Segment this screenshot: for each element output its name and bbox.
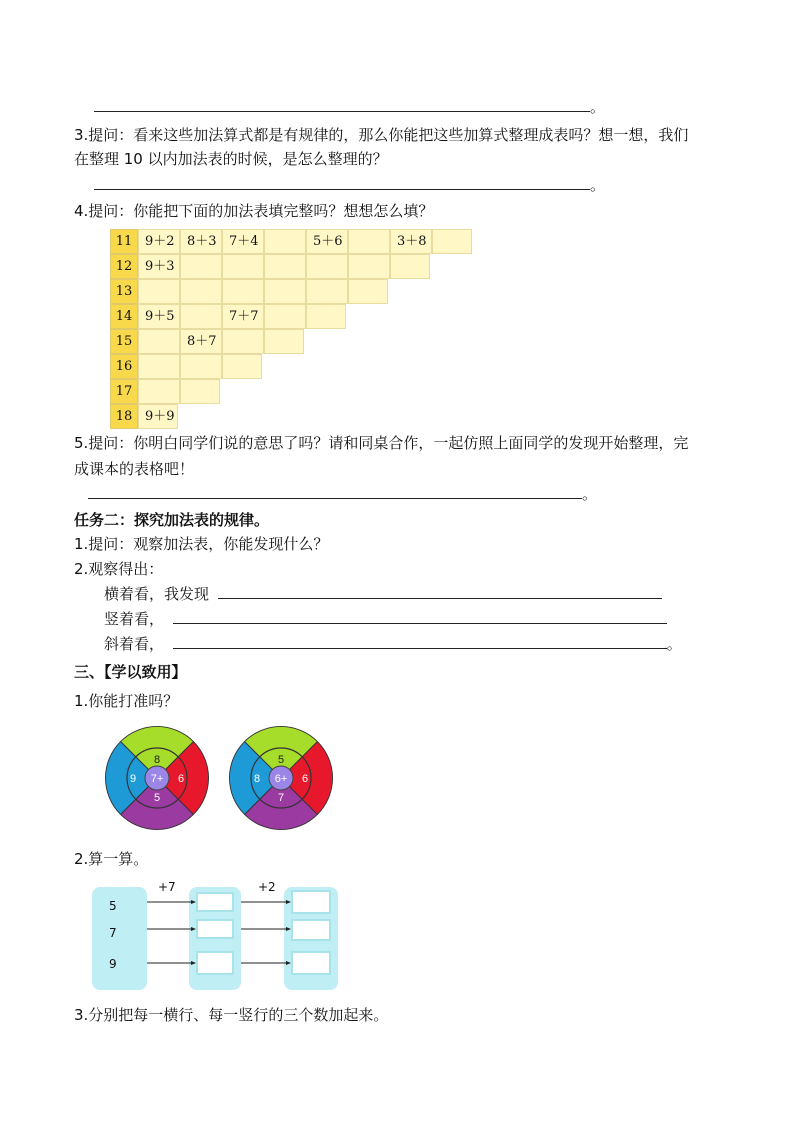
- target-left-number: 8: [253, 773, 261, 785]
- table-cell[interactable]: 8＋3: [180, 229, 222, 254]
- observe-vertical-blank[interactable]: [173, 622, 667, 624]
- table-cell[interactable]: [222, 329, 264, 354]
- table-cell[interactable]: [180, 254, 222, 279]
- table-cell[interactable]: [222, 254, 264, 279]
- calc-arrows: [92, 875, 352, 993]
- table-header-cell: 17: [110, 379, 138, 404]
- table-cell[interactable]: [180, 354, 222, 379]
- arrow-head: [286, 961, 291, 965]
- task2-q2: 2.观察得出：: [74, 560, 164, 578]
- period: 。: [582, 485, 598, 503]
- table-cell[interactable]: 9＋2: [138, 229, 180, 254]
- table-cell[interactable]: [138, 279, 180, 304]
- arrow-head: [191, 900, 196, 904]
- arrow-head: [191, 961, 196, 965]
- observe-diagonal-label: 斜着看，: [104, 635, 165, 653]
- table-cell[interactable]: [222, 354, 262, 379]
- answer-line-q3[interactable]: [94, 174, 605, 195]
- task2-q1: 1.提问：观察加法表，你能发现什么？: [74, 535, 329, 553]
- table-cell[interactable]: [390, 254, 430, 279]
- target-center-label: 7+: [150, 773, 164, 785]
- table-cell[interactable]: [264, 229, 306, 254]
- table-cell[interactable]: [138, 329, 180, 354]
- q5-line2: 成课本的表格吧！: [74, 460, 195, 478]
- answer-line-q5[interactable]: [88, 483, 597, 504]
- table-cell[interactable]: [306, 279, 348, 304]
- table-cell[interactable]: [180, 279, 222, 304]
- table-cell[interactable]: [348, 279, 388, 304]
- table-cell[interactable]: [348, 229, 390, 254]
- section3-title: 三、【学以致用】: [74, 663, 187, 681]
- target-left-number: 9: [129, 773, 137, 785]
- table-cell[interactable]: [138, 379, 180, 404]
- table-cell[interactable]: [432, 229, 472, 254]
- calc-diagram: [92, 875, 352, 993]
- table-cell[interactable]: 7＋4: [222, 229, 264, 254]
- table-header-cell: 12: [110, 254, 138, 279]
- target-top-number: 8: [153, 754, 161, 766]
- arrow-head: [286, 900, 291, 904]
- calc-input-value: 9: [109, 957, 117, 971]
- target-right-number: 6: [301, 773, 309, 785]
- task2-title: 任务二：探究加法表的规律。: [74, 511, 270, 529]
- q3-line2: 在整理 10 以内加法表的时候，是怎么整理的？: [74, 150, 388, 168]
- q3-line1: 3.提问：看来这些加法算式都是有规律的，那么你能把这些加算式整理成表吗？想一想，我们: [74, 126, 689, 144]
- q4-text: 4.提问：你能把下面的加法表填完整吗？想想怎么填？: [74, 202, 434, 220]
- table-cell[interactable]: [264, 304, 306, 329]
- target-right-number: 6: [177, 773, 185, 785]
- table-cell[interactable]: [264, 329, 304, 354]
- arrow-head: [191, 927, 196, 931]
- table-cell[interactable]: [180, 304, 222, 329]
- table-cell[interactable]: 9＋5: [138, 304, 180, 329]
- table-cell[interactable]: 5＋6: [306, 229, 348, 254]
- calc-op-2: +2: [258, 880, 276, 894]
- section3-q2: 2.算一算。: [74, 850, 149, 868]
- target-center-label: 6+: [274, 773, 288, 785]
- period: 。: [666, 635, 682, 653]
- table-cell[interactable]: [306, 254, 348, 279]
- observe-horizontal-blank[interactable]: [218, 597, 662, 599]
- table-cell[interactable]: 9＋3: [138, 254, 180, 279]
- table-cell[interactable]: [138, 354, 180, 379]
- section3-q3: 3.分别把每一横行、每一竖行的三个数加起来。: [74, 1006, 389, 1024]
- section3-q1: 1.你能打准吗？: [74, 692, 179, 710]
- observe-horizontal: [104, 583, 662, 604]
- table-cell[interactable]: 8＋7: [180, 329, 222, 354]
- q5-line1: 5.提问：你明白同学们说的意思了吗？请和同桌合作，一起仿照上面同学的发现开始整理，完: [74, 434, 689, 452]
- table-cell[interactable]: [306, 304, 346, 329]
- observe-diagonal-blank[interactable]: [173, 647, 667, 649]
- table-cell[interactable]: [348, 254, 390, 279]
- table-cell[interactable]: [264, 254, 306, 279]
- calc-input-value: 7: [109, 926, 117, 940]
- table-header-cell: 11: [110, 229, 138, 254]
- table-cell[interactable]: [222, 279, 264, 304]
- target-bottom-number: 5: [153, 792, 161, 804]
- period: 。: [590, 98, 606, 116]
- observe-diagonal: [104, 633, 682, 654]
- target-bottom-number: 7: [277, 792, 285, 804]
- table-header-cell: 15: [110, 329, 138, 354]
- table-cell[interactable]: 9＋9: [138, 404, 178, 429]
- arrow-head: [286, 927, 291, 931]
- calc-op-1: +7: [158, 880, 176, 894]
- table-cell[interactable]: [264, 279, 306, 304]
- observe-horizontal-label: 横着看，我发现: [104, 585, 210, 603]
- table-header-cell: 16: [110, 354, 138, 379]
- period: 。: [590, 176, 606, 194]
- table-header-cell: 18: [110, 404, 138, 429]
- target-1: [103, 724, 211, 832]
- target-2: [227, 724, 335, 832]
- addition-table: [110, 229, 490, 429]
- observe-vertical: [104, 608, 667, 629]
- answer-line-top[interactable]: [94, 96, 605, 117]
- target-top-number: 5: [277, 754, 285, 766]
- calc-input-value: 5: [109, 899, 117, 913]
- table-header-cell: 13: [110, 279, 138, 304]
- table-cell[interactable]: [180, 379, 220, 404]
- table-header-cell: 14: [110, 304, 138, 329]
- observe-vertical-label: 竖着看，: [104, 610, 165, 628]
- table-cell[interactable]: 3＋8: [390, 229, 432, 254]
- table-cell[interactable]: 7＋7: [222, 304, 264, 329]
